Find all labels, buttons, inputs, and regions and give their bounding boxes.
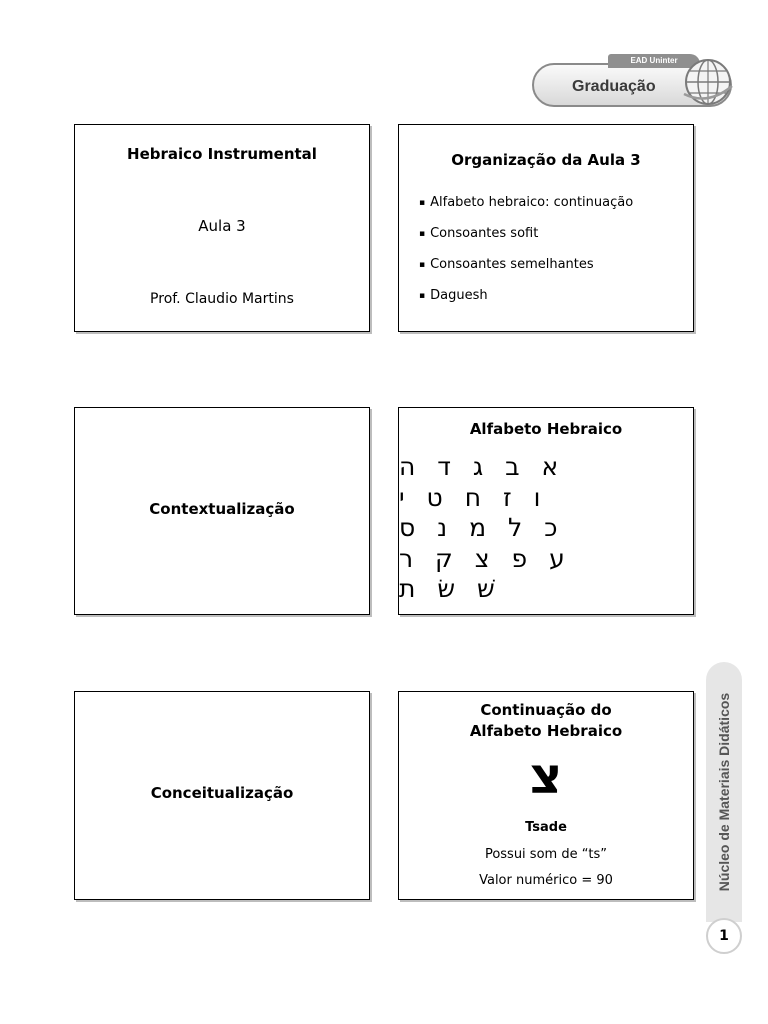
slide-conceptualization — [74, 691, 370, 900]
globe-icon — [682, 56, 734, 108]
slide-contextualization — [74, 407, 370, 615]
slide-title — [74, 124, 370, 332]
slide-hebrew-alphabet — [398, 407, 694, 615]
list-item-label: Consoantes sofit — [430, 226, 539, 241]
list-item — [419, 257, 633, 288]
list-item-label: Consoantes semelhantes — [430, 257, 594, 272]
list-item — [419, 288, 633, 319]
letter-numeric-value: Valor numérico = 90 — [479, 873, 613, 888]
continuation-title-line1: Continuação do — [480, 701, 612, 719]
slide-alphabet-continuation — [398, 691, 694, 900]
graduacao-logo — [532, 48, 740, 112]
conceptualization-title: Conceitualização — [150, 784, 294, 802]
course-title: Hebraico Instrumental — [127, 145, 317, 163]
side-label — [706, 662, 742, 922]
list-item — [419, 226, 633, 257]
letter-sound: Possui som de “ts” — [484, 847, 608, 862]
page-number: 1 — [706, 918, 742, 954]
continuation-title — [399, 700, 693, 742]
professor-name: Prof. Claudio Martins — [150, 291, 294, 307]
bullet-icon: ▪ — [419, 229, 426, 239]
list-item-label: Daguesh — [430, 288, 488, 303]
bullet-icon: ▪ — [419, 260, 426, 270]
organization-title: Organização da Aula 3 — [451, 151, 641, 169]
organization-list — [419, 195, 633, 319]
alphabet-title: Alfabeto Hebraico — [469, 420, 623, 438]
side-label-text: Núcleo de Materiais Didáticos — [716, 692, 732, 892]
lesson-number: Aula 3 — [198, 217, 246, 235]
continuation-title-line2: Alfabeto Hebraico — [469, 722, 623, 740]
letter-name: Tsade — [525, 820, 567, 835]
alphabet-row: א ב ג ד ה — [399, 452, 566, 481]
list-item-label: Alfabeto hebraico: continuação — [430, 195, 634, 210]
alphabet-grid — [399, 452, 693, 605]
alphabet-row: ע פ צ ק ר — [399, 543, 572, 573]
bullet-icon: ▪ — [419, 291, 426, 301]
alphabet-row: כ ל מ נ ס — [399, 513, 565, 542]
alphabet-row: שׁ שׂ ת — [399, 574, 502, 603]
bullet-icon: ▪ — [419, 198, 426, 208]
list-item — [419, 195, 633, 226]
alphabet-row: ו ז ח ט י — [399, 482, 548, 512]
logo-title: Graduação — [572, 78, 656, 95]
hebrew-letter-tsade: צ — [529, 747, 563, 805]
contextualization-title: Contextualização — [149, 500, 295, 518]
logo-tab: EAD Uninter — [608, 54, 700, 68]
slide-organization — [398, 124, 694, 332]
